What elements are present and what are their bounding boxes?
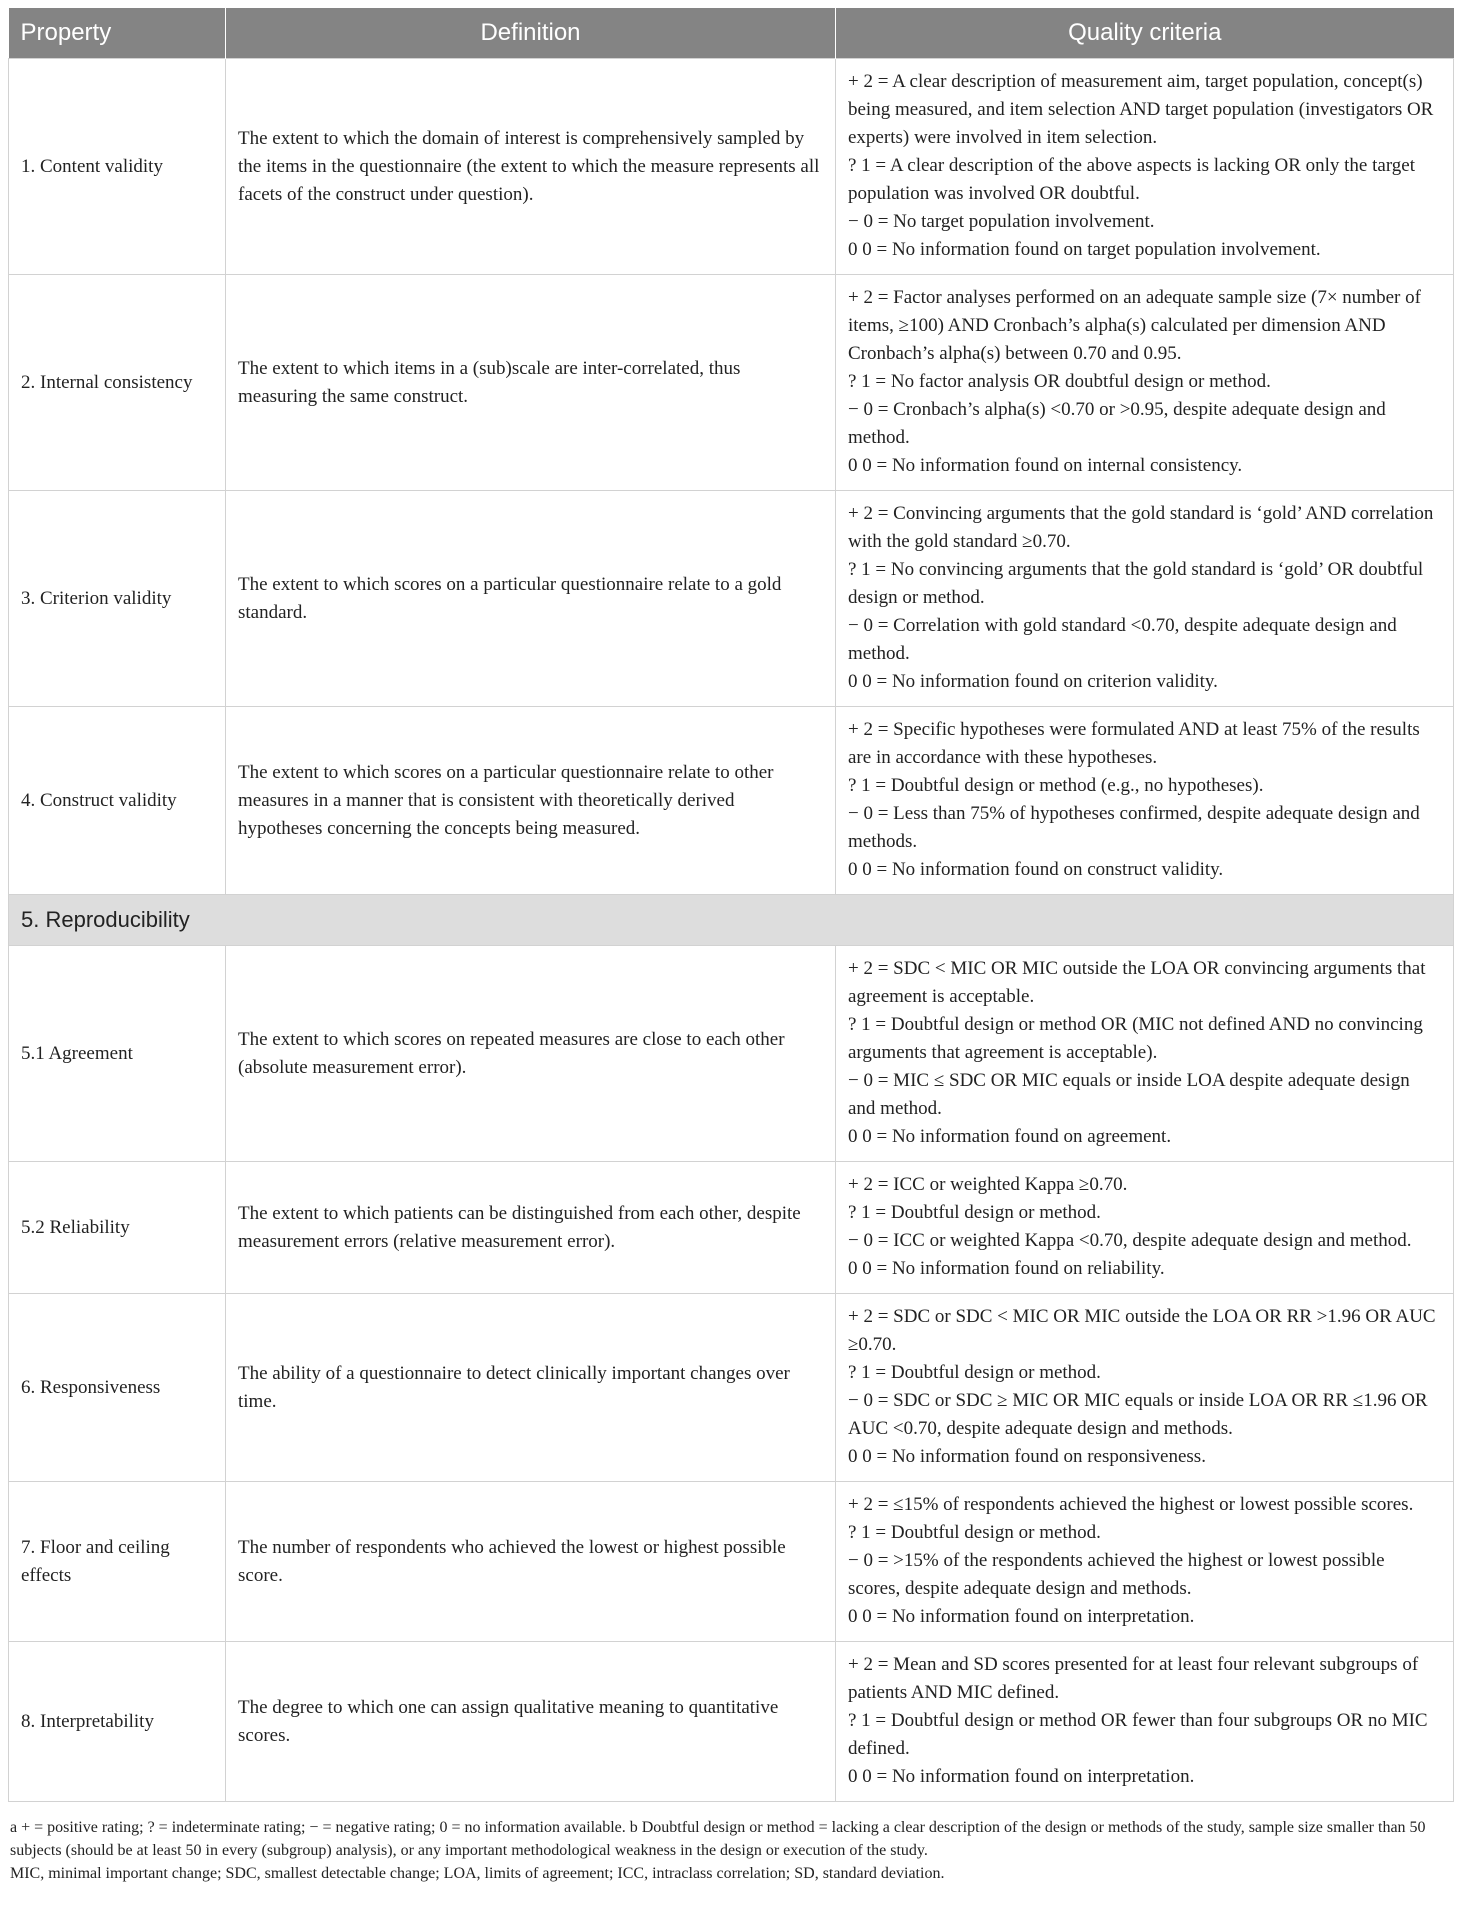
criterion-line: + 2 = SDC or SDC < MIC OR MIC outside the LOA OR RR >1.96 OR AUC ≥0.70. bbox=[848, 1306, 1436, 1355]
table-row bbox=[9, 946, 1454, 1162]
definition-cell: The extent to which patients can be distinguished from each other, despite measurement errors (relative measurement error). bbox=[226, 1162, 836, 1294]
criterion-line: + 2 = Specific hypotheses were formulated AND at least 75% of the results are in accordance with these hypotheses. bbox=[848, 719, 1420, 768]
criterion-line: + 2 = ≤15% of respondents achieved the highest or lowest possible scores. bbox=[848, 1494, 1414, 1515]
table-header bbox=[9, 8, 1454, 59]
criterion-line: − 0 = SDC or SDC ≥ MIC OR MIC equals or inside LOA OR RR ≤1.96 OR AUC <0.70, despite adequate design and methods. bbox=[848, 1390, 1428, 1439]
quality-criteria-cell bbox=[836, 1642, 1454, 1802]
property-cell: 2. Internal consistency bbox=[9, 275, 226, 491]
quality-criteria-cell bbox=[836, 491, 1454, 707]
criterion-line: 0 0 = No information found on interpretation. bbox=[848, 1606, 1195, 1627]
criterion-line: 0 0 = No information found on target population involvement. bbox=[848, 239, 1321, 260]
criterion-line: ? 1 = Doubtful design or method OR (MIC not defined AND no convincing arguments that agreement is acceptable). bbox=[848, 1014, 1423, 1063]
criterion-line: ? 1 = Doubtful design or method. bbox=[848, 1202, 1101, 1223]
criterion-line: + 2 = Mean and SD scores presented for at least four relevant subgroups of patients AND MIC defined. bbox=[848, 1654, 1419, 1703]
table-row bbox=[9, 491, 1454, 707]
criterion-line: − 0 = Less than 75% of hypotheses confirmed, despite adequate design and methods. bbox=[848, 803, 1420, 852]
criterion-line: ? 1 = Doubtful design or method. bbox=[848, 1362, 1101, 1383]
definition-cell: The ability of a questionnaire to detect clinically important changes over time. bbox=[226, 1294, 836, 1482]
table-row bbox=[9, 1294, 1454, 1482]
property-cell: 6. Responsiveness bbox=[9, 1294, 226, 1482]
document-page bbox=[8, 8, 1453, 1885]
footnote-ratings: a + = positive rating; ? = indeterminate rating; − = negative rating; 0 = no information available. b Doubtful design or method = lacking a clear description of the design or methods of the study, sample size smaller than 50 subjects (should be at least 50 in every (subgroup) analysis), or any important methodological weakness in the design or execution of the study. bbox=[10, 1819, 1426, 1859]
criterion-line: − 0 = No target population involvement. bbox=[848, 211, 1155, 232]
header-definition: Definition bbox=[226, 8, 836, 59]
table-body bbox=[9, 59, 1454, 1802]
quality-criteria-table bbox=[8, 8, 1454, 1802]
property-cell: 5.2 Reliability bbox=[9, 1162, 226, 1294]
table-row bbox=[9, 1642, 1454, 1802]
header-property: Property bbox=[9, 8, 226, 59]
property-cell: 4. Construct validity bbox=[9, 707, 226, 895]
criterion-line: 0 0 = No information found on reliability. bbox=[848, 1258, 1165, 1279]
property-cell: 8. Interpretability bbox=[9, 1642, 226, 1802]
criterion-line: − 0 = ICC or weighted Kappa <0.70, despite adequate design and method. bbox=[848, 1230, 1412, 1251]
quality-criteria-cell bbox=[836, 59, 1454, 275]
criterion-line: 0 0 = No information found on interpretation. bbox=[848, 1766, 1195, 1787]
criterion-line: 0 0 = No information found on internal consistency. bbox=[848, 455, 1243, 476]
table-row bbox=[9, 1162, 1454, 1294]
criterion-line: + 2 = Factor analyses performed on an adequate sample size (7× number of items, ≥100) AND Cronbach’s alpha(s) calculated per dimension AND Cronbach’s alpha(s) between 0.70 and 0.95. bbox=[848, 287, 1421, 364]
table-row bbox=[9, 275, 1454, 491]
quality-criteria-cell bbox=[836, 946, 1454, 1162]
criterion-line: + 2 = SDC < MIC OR MIC outside the LOA OR convincing arguments that agreement is acceptable. bbox=[848, 958, 1426, 1007]
criterion-line: ? 1 = Doubtful design or method (e.g., no hypotheses). bbox=[848, 775, 1264, 796]
criterion-line: − 0 = Cronbach’s alpha(s) <0.70 or >0.95, despite adequate design and method. bbox=[848, 399, 1386, 448]
criterion-line: − 0 = Correlation with gold standard <0.70, despite adequate design and method. bbox=[848, 615, 1397, 664]
criterion-line: + 2 = Convincing arguments that the gold standard is ‘gold’ AND correlation with the gold standard ≥0.70. bbox=[848, 503, 1434, 552]
definition-cell: The extent to which items in a (sub)scale are inter-correlated, thus measuring the same construct. bbox=[226, 275, 836, 491]
quality-criteria-cell bbox=[836, 707, 1454, 895]
criterion-line: ? 1 = No convincing arguments that the gold standard is ‘gold’ OR doubtful design or method. bbox=[848, 559, 1424, 608]
footnote-abbreviations: MIC, minimal important change; SDC, smallest detectable change; LOA, limits of agreement; ICC, intraclass correlation; SD, standard deviation. bbox=[10, 1865, 945, 1882]
criterion-line: − 0 = >15% of the respondents achieved the highest or lowest possible scores, despite adequate design and methods. bbox=[848, 1550, 1385, 1599]
criterion-line: + 2 = A clear description of measurement aim, target population, concept(s) being measured, and item selection AND target population (investigators OR experts) were involved in item selection. bbox=[848, 71, 1434, 148]
quality-criteria-cell bbox=[836, 1482, 1454, 1642]
criterion-line: ? 1 = No factor analysis OR doubtful design or method. bbox=[848, 371, 1271, 392]
quality-criteria-cell bbox=[836, 1162, 1454, 1294]
criterion-line: − 0 = MIC ≤ SDC OR MIC equals or inside LOA despite adequate design and method. bbox=[848, 1070, 1410, 1119]
criterion-line: 0 0 = No information found on responsiveness. bbox=[848, 1446, 1206, 1467]
definition-cell: The number of respondents who achieved the lowest or highest possible score. bbox=[226, 1482, 836, 1642]
criterion-line: ? 1 = Doubtful design or method. bbox=[848, 1522, 1101, 1543]
definition-cell: The extent to which scores on repeated measures are close to each other (absolute measurement error). bbox=[226, 946, 836, 1162]
section-label: 5. Reproducibility bbox=[9, 895, 1454, 946]
criterion-line: + 2 = ICC or weighted Kappa ≥0.70. bbox=[848, 1174, 1128, 1195]
property-cell: 3. Criterion validity bbox=[9, 491, 226, 707]
property-cell: 5.1 Agreement bbox=[9, 946, 226, 1162]
criterion-line: ? 1 = Doubtful design or method OR fewer than four subgroups OR no MIC defined. bbox=[848, 1710, 1428, 1759]
criterion-line: 0 0 = No information found on construct validity. bbox=[848, 859, 1224, 880]
property-cell: 7. Floor and ceiling effects bbox=[9, 1482, 226, 1642]
definition-cell: The extent to which scores on a particular questionnaire relate to other measures in a manner that is consistent with theoretically derived hypotheses concerning the concepts being measured. bbox=[226, 707, 836, 895]
quality-criteria-cell bbox=[836, 275, 1454, 491]
table-row bbox=[9, 707, 1454, 895]
criterion-line: 0 0 = No information found on agreement. bbox=[848, 1126, 1172, 1147]
quality-criteria-cell bbox=[836, 1294, 1454, 1482]
property-cell: 1. Content validity bbox=[9, 59, 226, 275]
table-row bbox=[9, 1482, 1454, 1642]
definition-cell: The extent to which scores on a particular questionnaire relate to a gold standard. bbox=[226, 491, 836, 707]
section-row-reproducibility bbox=[9, 895, 1454, 946]
header-row bbox=[9, 8, 1454, 59]
header-quality-criteria: Quality criteria bbox=[836, 8, 1454, 59]
criterion-line: ? 1 = A clear description of the above aspects is lacking OR only the target population was involved OR doubtful. bbox=[848, 155, 1416, 204]
criterion-line: 0 0 = No information found on criterion validity. bbox=[848, 671, 1218, 692]
definition-cell: The degree to which one can assign qualitative meaning to quantitative scores. bbox=[226, 1642, 836, 1802]
table-row bbox=[9, 59, 1454, 275]
table-footnotes bbox=[8, 1816, 1453, 1885]
definition-cell: The extent to which the domain of interest is comprehensively sampled by the items in the questionnaire (the extent to which the measure represents all facets of the construct under question). bbox=[226, 59, 836, 275]
